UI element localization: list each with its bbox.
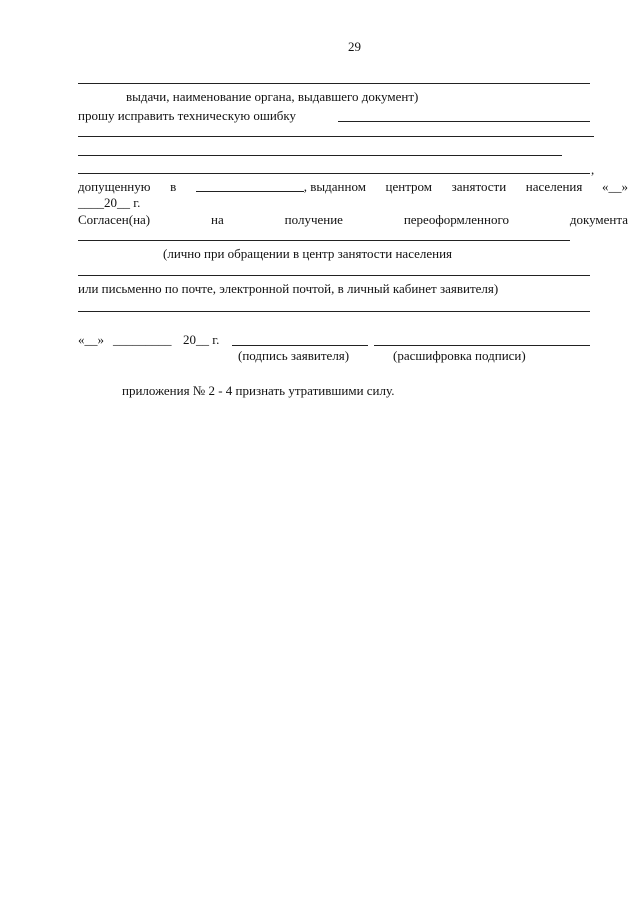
on-word: на [211, 212, 224, 227]
reissued-word: переоформленного [403, 212, 509, 227]
in-word: в [170, 179, 177, 194]
appendix-note: приложения № 2 - 4 признать утратившими силу. [122, 383, 395, 398]
employment-word: занятости [451, 179, 507, 194]
date-day[interactable]: «__» [78, 332, 104, 347]
caption-signature: (подпись заявителя) [238, 348, 350, 363]
admitted-where-blank[interactable] [196, 180, 304, 192]
caption-personally: (лично при обращении в центр занятости населения [163, 246, 453, 261]
signature-blank[interactable] [232, 345, 368, 346]
consent-line [78, 213, 628, 226]
form-line-6[interactable] [78, 311, 590, 312]
year-line[interactable]: ____20__ г. [78, 195, 141, 210]
request-fix-text: прошу исправить техническую ошибку [78, 108, 297, 123]
date-year[interactable]: 20__ г. [183, 332, 220, 347]
decoding-blank[interactable] [374, 345, 590, 346]
caption-decoding: (расшифровка подписи) [393, 348, 526, 363]
date-month[interactable]: _________ [113, 332, 172, 347]
population-word: населения [525, 179, 583, 194]
form-line-consent[interactable] [78, 240, 570, 241]
admitted-word: допущенную [78, 179, 151, 194]
form-line-top [78, 83, 590, 84]
document-word: документа [569, 212, 628, 227]
request-fix-blank[interactable] [338, 121, 590, 122]
issued-word: , выданном [303, 179, 366, 194]
trailing-comma: , [591, 162, 595, 177]
form-line-4[interactable] [78, 173, 590, 174]
caption-written: или письменно по почте, электронной почтой, в личный кабинет заявителя) [78, 281, 499, 296]
form-line-2[interactable] [78, 136, 594, 137]
caption-issuance: выдачи, наименование органа, выдавшего документ) [126, 89, 419, 104]
page-number: 29 [348, 39, 361, 54]
form-line-5[interactable] [78, 275, 590, 276]
admitted-line [78, 180, 628, 193]
form-line-3[interactable] [78, 155, 562, 156]
receive-word: получение [284, 212, 343, 227]
day-quote[interactable]: «__» [601, 179, 628, 194]
consent-word: Согласен(на) [78, 212, 151, 227]
admitted-where-group [196, 180, 366, 193]
center-word: центром [385, 179, 433, 194]
